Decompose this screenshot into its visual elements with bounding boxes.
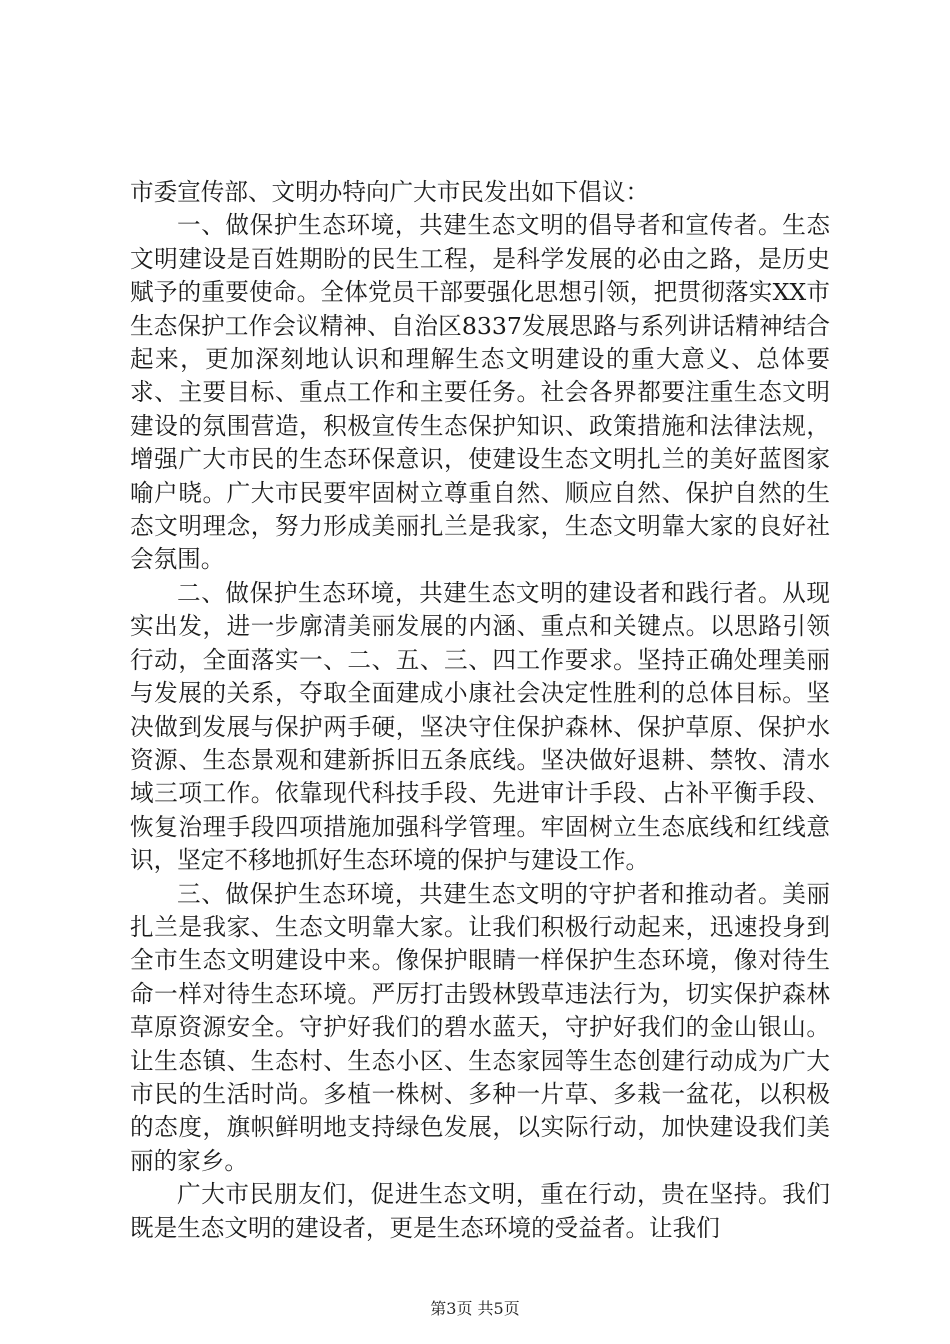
paragraph-intro: 市委宣传部、文明办特向广大市民发出如下倡议： [130, 178, 650, 206]
paragraph-closing: 广大市民朋友们，促进生态文明，重在行动，贵在坚持。我们既是生态文明的建设者，更是生态环境的受益者。让我们 [130, 1180, 830, 1242]
page-number-footer: 第3页 共5页 [430, 1299, 520, 1318]
document-body [130, 176, 830, 1245]
paragraph-point-two: 二、做保护生态环境，共建生态文明的建设者和践行者。从现实出发，进一步廓清美丽发展的内涵、重点和关键点。以思路引领行动，全面落实一、二、五、三、四工作要求。坚持正确处理美丽与发展的关系，夺取全面建成小康社会决定性胜利的总体目标。坚决做到发展与保护两手硬，坚决守住保护森林、保护草原、保护水资源、生态景观和建新拆旧五条底线。坚决做好退耕、禁牧、清水域三项工作。依靠现代科技手段、先进审计手段、占补平衡手段、恢复治理手段四项措施加强科学管理。牢固树立生态底线和红线意识，坚定不移地抓好生态环境的保护与建设工作。 [130, 578, 830, 875]
paragraph-point-one: 一、做保护生态环境，共建生态文明的倡导者和宣传者。生态文明建设是百姓期盼的民生工程，是科学发展的必由之路，是历史赋予的重要使命。全体党员干部要强化思想引领，把贯彻落实XX市生态保护工作会议精神、自治区8337发展思路与系列讲话精神结合起来，更加深刻地认识和理解生态文明建设的重大意义、总体要求、主要目标、重点工作和主要任务。社会各界都要注重生态文明建设的氛围营造，积极宣传生态保护知识、政策措施和法律法规，增强广大市民的生态环保意识，使建设生态文明扎兰的美好蓝图家喻户晓。广大市民要牢固树立尊重自然、顺应自然、保护自然的生态文明理念，努力形成美丽扎兰是我家，生态文明靠大家的良好社会氛围。 [130, 211, 830, 574]
paragraph-point-three: 三、做保护生态环境，共建生态文明的守护者和推动者。美丽扎兰是我家、生态文明靠大家。让我们积极行动起来，迅速投身到全市生态文明建设中来。像保护眼睛一样保护生态环境，像对待生命一样对待生态环境。严厉打击毁林毁草违法行为，切实保护森林草原资源安全。守护好我们的碧水蓝天，守护好我们的金山银山。让生态镇、生态村、生态小区、生态家园等生态创建行动成为广大市民的生活时尚。多植一株树、多种一片草、多栽一盆花，以积极的态度，旗帜鲜明地支持绿色发展，以实际行动，加快建设我们美丽的家乡。 [130, 879, 830, 1175]
